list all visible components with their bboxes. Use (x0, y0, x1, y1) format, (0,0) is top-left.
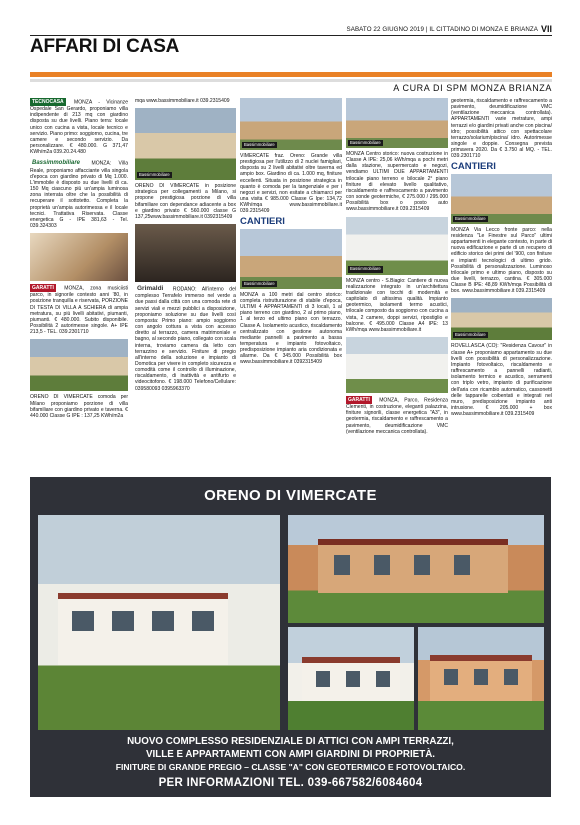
column-3 (240, 98, 342, 370)
column-1 (30, 98, 128, 423)
ad-photo-bottom-right (418, 627, 544, 730)
listing-contact: mqa www.bassimmobiliare.it 039.2315409 (135, 98, 230, 104)
listing-text: MONZA, Parco, Residenza Clementi, in costruzione, eleganti palazzina, finiture signorili, classe energetica "A3", in geotermia, riscaldamento e raffrescamento a pavimento, deumidificazione VMC (ventilazione meccanica controllata). (346, 397, 448, 435)
listing-text: ORENO DI VIMERCATE in posizione strategica per collegamenti a Milano, si propone prestigiosa porzione di villa bifamiliare con dependance adiacente a box e giardino privato € 560.000 classe G 137,25www.bassimmobiliare.it 0392315409 (135, 183, 236, 220)
listing-photo (346, 337, 448, 393)
date-line: SABATO 22 GIUGNO 2019 | IL CITTADINO DI MONZA E BRIANZA (346, 26, 538, 33)
listing-text: ORENO DI VIMERCATE comoda per Milano proponiamo porzione di villa bifamiliare con giardino privato e taverna. € 440.000 Classe G IPE : 137,25 KWh/m2a (30, 394, 128, 419)
listing (135, 285, 236, 392)
ad-photo-main (38, 515, 280, 730)
ad-line-2: VILLE E APPARTAMENTI CON AMPI GIARDINI DI PROPRIETÀ. (145, 749, 436, 760)
listing-text: MONZA Centro storico: nuova costruzione in Classe A IPE: 25,06 kWh/mqa a pochi metri dalla stazione, supermercato e negozi, vendiamo ULTIMI DUE APPARTAMENTI trilocale piano terreno e bilocale 2° piano finiture di elevato livello qualitativo, riscaldamento e raffrescamento a pavimento con sonde geotermiche, € 275.000 / 295.000 Possibilità box o posto auto www.bassimmobiliare.it 039.2315409 (346, 151, 448, 213)
ad-title: ORENO DI VIMERCATE (204, 487, 377, 504)
bassimmobiliare-logo: Bassimmobiliare (32, 160, 81, 167)
listing (346, 278, 448, 333)
photo-logo: Bassimmobiliare (455, 332, 486, 338)
photo-logo: Bassimmobiliare (244, 280, 275, 286)
listing-text: MONZA - Vicinanze Ospedale San Gerardo, proponiamo villa indipendente di 213 mq con giardino disposta su due livelli. Piano terra: locale unico con cucina a vista, locale tecnico e servizio. Piano primo: soggiorno, cucina, tre camere e secondo servizio. Da personalizzare. € 480.000. G 371,47 KWh/m2a 039.20.24.480 (30, 99, 128, 156)
listing (346, 151, 448, 213)
listing (451, 343, 552, 417)
listing-photo (346, 217, 448, 275)
listing-text: MONZA a 100 metri dal centro storico: completa ristrutturazione di stabile d'epoca, ULTIMI 4 APPARTAMENTI di 3 locali, 1 al piano terreno con giardino, 2 al primo piano, 1 al terzo ed ultimo piano con terrazzo. Classe A. Isolamento acustico, riscaldamento centralizzato con gestione autonoma mediante pannelli a pavimento a bassa temperatura e impianto fotovoltaico, predisposizione impianto aria condizionata e allarme. Da € 345.000 Possibilità box www.bassimmobiliare.it 0392315409 (240, 291, 342, 366)
column-2 (135, 98, 236, 396)
advertisement (30, 477, 551, 797)
gray-rule (30, 79, 552, 82)
subheader: A CURA DI SPM MONZA BRIANZA (393, 83, 552, 93)
page-number: VII (540, 24, 552, 34)
listing (30, 98, 128, 155)
listing (451, 227, 552, 295)
column-5 (451, 98, 552, 421)
listing (135, 183, 236, 220)
listing-photo (451, 174, 552, 224)
listing (30, 284, 128, 335)
listing-text: geotermia, riscaldamento e raffrescamento a pavimento, deumidificazione VMC (ventilazione meccanica controllata). APPARTAMENTI varie metrature, ampi terrazzi e/o giardini privati anche con piscina/ idro; possibilità attico con spettacolare terrazzo/solarium/piscina/ idro. Autorimesse singole e doppie. Consegna prevista primavera 2020. Da € 3.750 al MQ. - TEL. 039.2301710 (451, 98, 552, 160)
listing-text: MONZA: Villa Reale, proponiamo affacciante villa singola d'epoca con giardino privato di Mq 1.000. L'immobile è disposto su due livelli di ca. 150 Mq ciascuno più un'ampia luminosa zona interrata oltre che la possibilità di recuperare il sottotetto. Completa la proprietà un'ampia autorimessa e il locale tecnici. Trattativa Riservata. Classe energetica G - IPE 381,63 - Tel. 039.324303 (30, 160, 128, 229)
section-cantieri: CANTIERI (451, 160, 496, 172)
photo-logo: Bassimmobiliare (244, 141, 275, 147)
photo-logo: Bassimmobiliare (455, 215, 486, 221)
ad-line-1: NUOVO COMPLESSO RESIDENZIALE DI ATTICI CON AMPI TERRAZZI, (127, 736, 454, 747)
listing-text: RODANO: All'interno del complesso Terrafelo immerso nel verde a due passi dalla città con una comoda rete di servizi viali e mezzi pubblici a disposizione, proponiamo soluzione su due livelli così composta: Primo piano: ampio soggiorno con angolo cottura a vista con accesso diretto al terrazzo, camera matrimoniale e bagno, al secondo piano, collegato con scala interna, troviamo camera da letto con terrazzino e servizio. Finiture di pregio all'interno della soluzione e impianto di Domotica per vivere in completo sicurezza e comodità come il controllo di illuminazione, riscaldamento, di inattività e antifurto e videocitofono. € 198.000 Telefono/Cellulare: 039580093 0395963370 (135, 286, 237, 392)
listing (240, 153, 342, 215)
section-cantieri: CANTIERI (240, 215, 285, 227)
listing-text: MONZA Via Lecco fronte parco: nella residenza "Le Finestre sul Parco" ultimi appartamenti in elegante contesto, in parte di nuova edificazione e parte di un recupero di edificio storico dei primi del '900, con finiture e impianti tecnologici di ultimo grido. Possibilità di personalizzazione. Luminoso trilocale primo e ultimo piano, disposto su due livelli, terrazzo, cantina. € 305.000 Classe B IPE: 48,89 KWh/mqa Possibilità di box. www.bassimmobiliare.it 039.2315409 (451, 226, 553, 295)
grimaldi-logo: Grimaldi (137, 285, 164, 293)
listing-text: ROVELLASCA (CO): "Residenza Cavour" in classe A+ proponiamo appartamento su due livelli con possibilità di personalizzazione. Impianto fotovoltaico, riscaldamento e raffrescamento a pannelli radianti, isolamento termico e acustico, serramenti con triplo vetro, impianto di purificazione dell'aria con ricambio automatico, cassonetti delle tapparelle coibentati e integrati nel muro, predisposizione impianto anti intrusione. € 205.000 + box www.bassimmobiliare.it 039.2315409 (451, 343, 552, 418)
photo-logo: Bassimmobiliare (139, 172, 170, 177)
listing (30, 394, 128, 419)
garatti-logo: GARATTI (32, 285, 54, 292)
ad-line-3: FINITURE DI GRANDE PREGIO – CLASSE "A" CON GEOTERMICO E FOTOVOLTAICO. (115, 762, 466, 772)
listing-photo (30, 233, 128, 281)
section-title: AFFARI DI CASA (30, 36, 180, 57)
listing (451, 98, 552, 160)
listing (30, 159, 128, 229)
tecnocasa-logo: TECNOCASA (32, 99, 64, 105)
listing-photo (240, 229, 342, 289)
listing (346, 396, 448, 435)
listing-photo (451, 298, 552, 340)
listing-text: MONZA centro - S.Biagio: Cantiere di nuova realizzazione integrato in un'architettura tradizionale con tocchi di modernità e capitolato di altissima qualità. Impianto geotermico, isolamenti termo acustici, trilocale composto da soggiorno con cucina a vista, 2 camere, doppi servizi, ripostiglio e balcone. € 495.000 Classe A4 IPE: 13 kWh/mqa www.bassimmobiliare.it (346, 277, 448, 333)
column-4 (346, 98, 448, 439)
ad-photo-bottom-left (288, 627, 414, 730)
listing-photo (135, 224, 236, 282)
listing-text: VIMERCATE fraz. Oreno: Grande villa prestigiosa per l'utilizzo di 2 nuclei famigliari, disposta su 2 livelli abitativi oltre taverna ed ampio box. Giardino di ca. 1.000 mq, finiture eccellenti. Situata in posizione strategica in quanto è comoda per la tangenziale e per i negozi e servizi, non esitate a chiamarci per una visita € 985.000 Classe G Ipe: 134,72 KWh/mqa www.bassimmobiliare.it 039.2315409 (240, 153, 342, 215)
listing-photo (346, 98, 448, 148)
listing-text: MONZA, zona musiciisti parco, in signorile contesto anni '80, in posizione tranquilla e riservata, PORZIONE DI TESTA DI VILLA A SCHIERA di ampia metratura, su più livelli abitativi, piumanti, piumanti. € 480.000. Subito disponibile. Possibilità 2 autorimesse singole. A+ IPE 213,5 - TEL. 039.2301710 (30, 285, 129, 336)
listing-photo (30, 339, 128, 391)
listing-photo (240, 98, 342, 150)
orange-rule (30, 72, 552, 77)
photo-logo: Bassimmobiliare (350, 266, 381, 272)
listing-photo (135, 108, 236, 180)
ad-contact-line: PER INFORMAZIONI TEL. 039-667582/6084604 (158, 777, 423, 789)
ad-photo-top-right (288, 515, 544, 623)
garatti-logo: GARATTI (348, 396, 370, 403)
photo-logo: Bassimmobiliare (350, 139, 381, 145)
listing (240, 292, 342, 366)
